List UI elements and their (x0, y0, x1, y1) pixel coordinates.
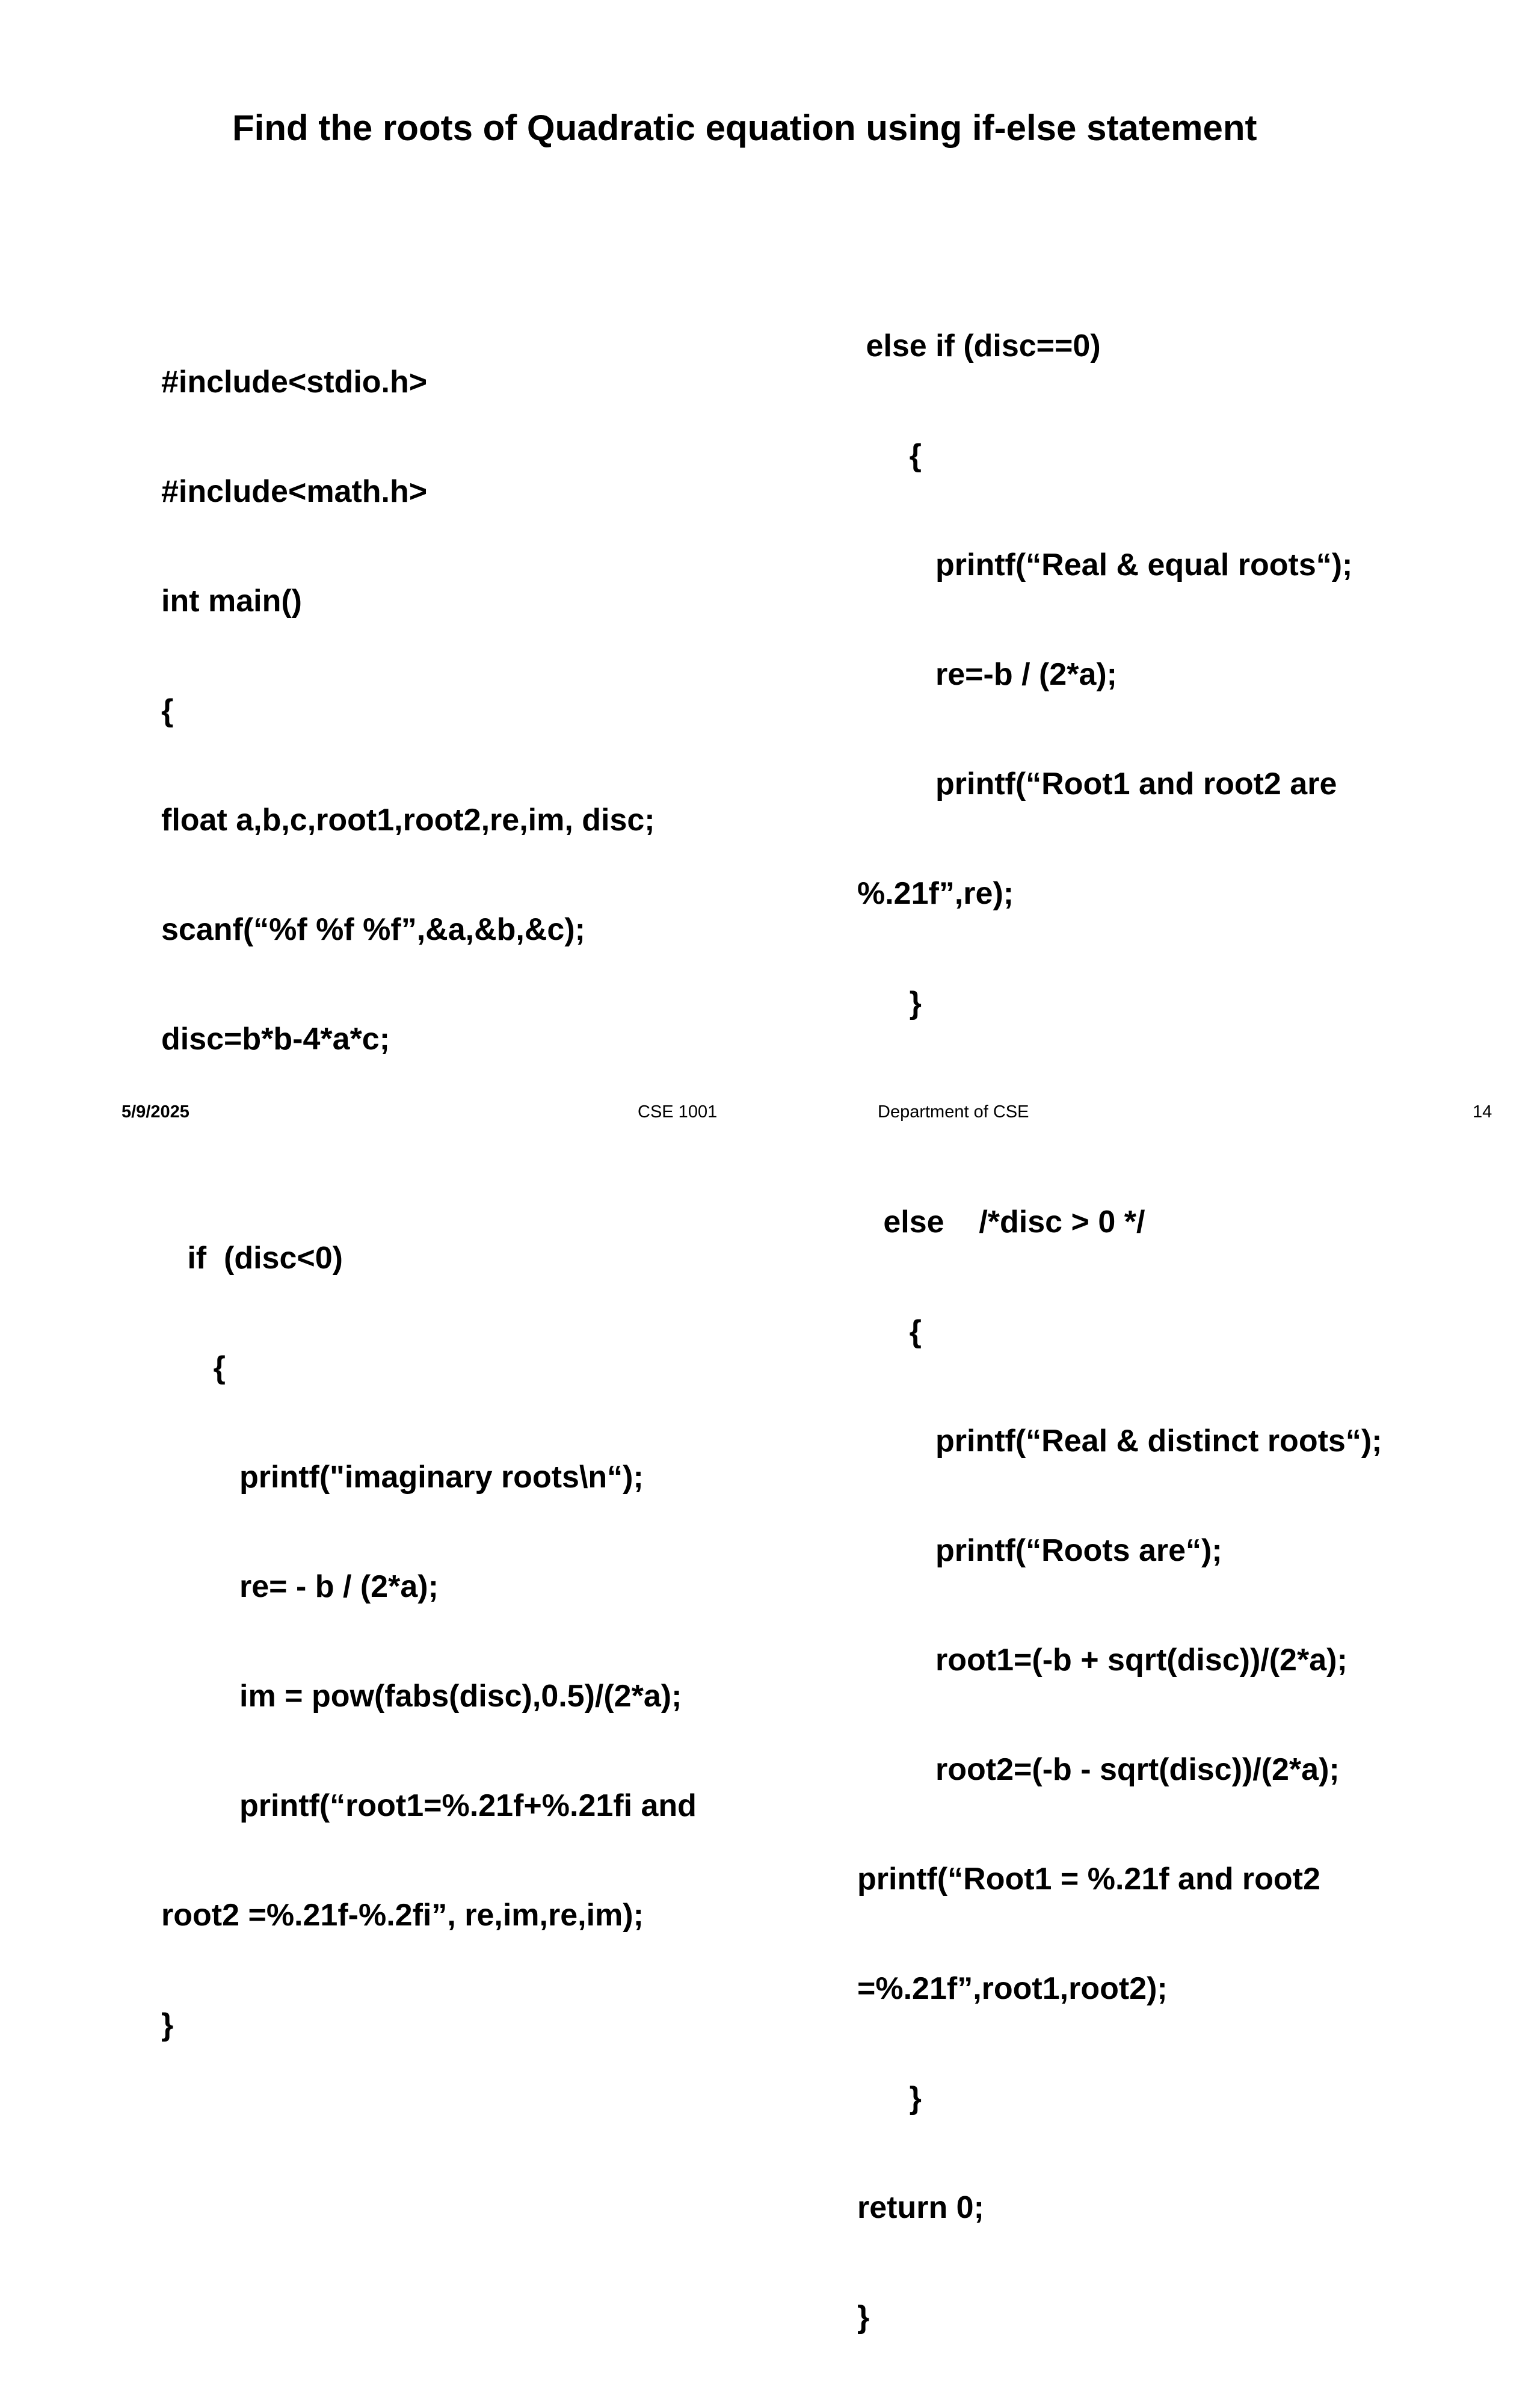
footer-department: Department of CSE (878, 1102, 1029, 1122)
code-line: #include<stdio.h> (161, 365, 428, 400)
code-line: disc=b*b-4*a*c; (161, 1022, 390, 1057)
code-line: { (161, 693, 174, 728)
slide-title: Find the roots of Quadratic equation using if-else statement (232, 108, 1257, 148)
code-line: root2 =%.21f-%.2fi”, re,im,re,im); (161, 1898, 644, 1933)
code-line: { (857, 438, 922, 473)
code-line: root2=(-b - sqrt(disc))/(2*a); (857, 1752, 1340, 1787)
code-line: float a,b,c,root1,root2,re,im, disc; (161, 803, 655, 838)
code-line: printf("imaginary roots\n“); (161, 1460, 644, 1495)
code-line-blank (161, 1130, 697, 1167)
code-line: int main() (161, 584, 302, 619)
code-line: printf(“Roots are“); (857, 1533, 1222, 1568)
code-line: } (161, 2007, 174, 2042)
code-line: re=-b / (2*a); (857, 657, 1117, 692)
code-line: } (857, 2300, 870, 2335)
code-line: scanf(“%f %f %f”,&a,&b,&c); (161, 912, 585, 947)
code-line: root1=(-b + sqrt(disc))/(2*a); (857, 1643, 1348, 1678)
code-line: printf(“Real & distinct roots“); (857, 1424, 1382, 1459)
footer-course: CSE 1001 (638, 1102, 718, 1122)
code-line: im = pow(fabs(disc),0.5)/(2*a); (161, 1679, 682, 1714)
code-line: %.21f”,re); (857, 876, 1014, 911)
code-block-left (161, 291, 697, 2116)
footer-date: 5/9/2025 (122, 1102, 189, 1122)
code-line: if (disc<0) (161, 1241, 343, 1276)
code-line: printf(“Root1 = %.21f and root2 (857, 1862, 1320, 1897)
code-line: { (857, 1314, 922, 1349)
code-line: =%.21f”,root1,root2); (857, 1971, 1168, 2006)
code-line: re= - b / (2*a); (161, 1569, 439, 1604)
code-line: else if (disc==0) (857, 329, 1101, 363)
code-line: printf(“root1=%.21f+%.21fi and (161, 1788, 697, 1823)
code-line: { (161, 1350, 226, 1385)
code-line: printf(“Real & equal roots“); (857, 548, 1353, 582)
code-line: else /*disc > 0 */ (857, 1205, 1145, 1240)
code-line: printf(“Root1 and root2 are (857, 767, 1337, 801)
code-line: #include<math.h> (161, 474, 428, 509)
code-block-right (857, 255, 1382, 2408)
code-line: } (857, 2081, 922, 2116)
code-line: } (857, 986, 922, 1020)
footer-page-number: 14 (1473, 1102, 1492, 1122)
code-line: return 0; (857, 2190, 984, 2225)
